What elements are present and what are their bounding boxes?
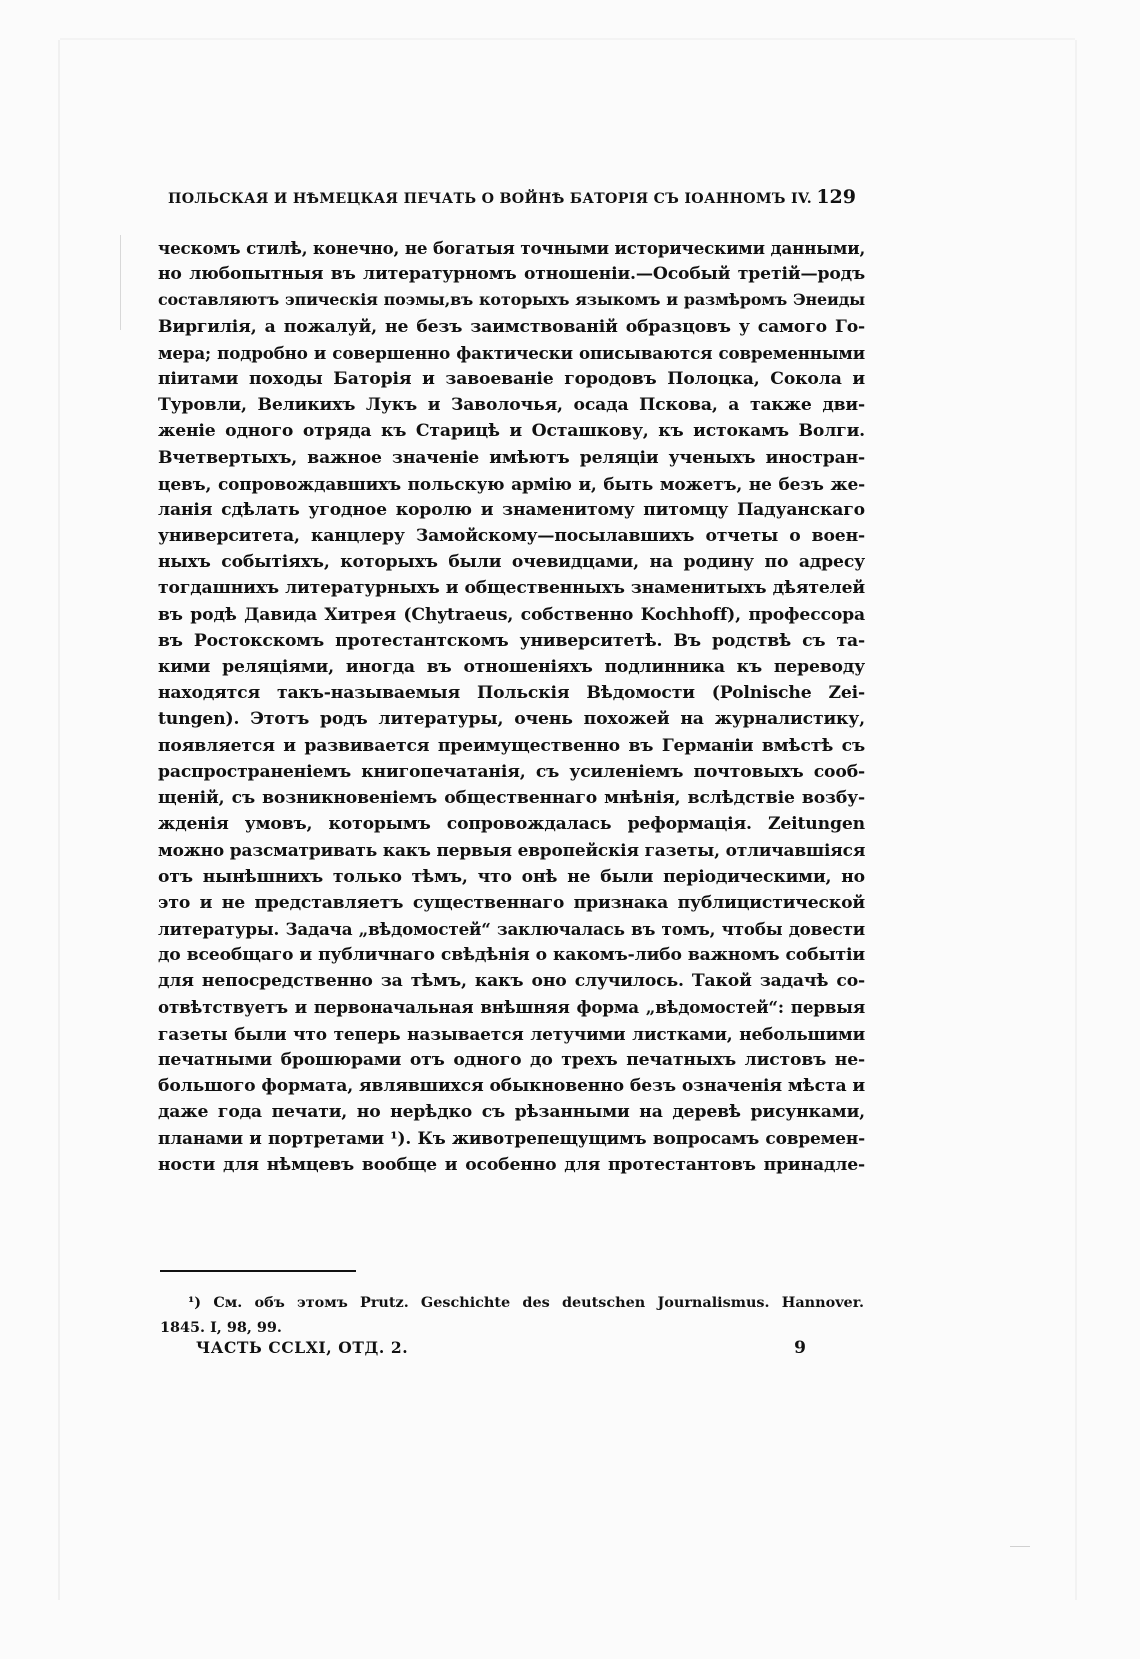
- text-line: печатными брошюрами отъ одного до трехъ печатныхъ листовъ не-: [158, 1049, 865, 1070]
- text-line: до всеобщаго и публичнаго свѣдѣнія о какомъ-либо важномъ событіи: [158, 945, 865, 966]
- text-line: отъ нынѣшнихъ только тѣмъ, что онѣ не были періодическими, но: [158, 866, 865, 887]
- text-line: піитами походы Баторія и завоеваніе городовъ Полоцка, Сокола и: [158, 368, 865, 389]
- text-line: щеній, съ возникновеніемъ общественнаго мнѣнія, вслѣдствіе возбу-: [158, 787, 865, 808]
- text-line: мера; подробно и совершенно фактически описываются современными: [158, 342, 865, 363]
- signature-mark: ЧАСТЬ CCLXI, ОТД. 2.: [196, 1338, 409, 1357]
- signature-number: 9: [794, 1338, 806, 1358]
- text-line: Туровли, Великихъ Лукъ и Заволочья, осада Пскова, а также дви-: [158, 395, 865, 416]
- text-line: находятся такъ-называемыя Польскія Вѣдомости (Polnische Zei-: [158, 683, 865, 704]
- page-number: 129: [816, 186, 856, 208]
- scan-edge-left: [58, 40, 60, 1600]
- footnote-line: 1845. I, 98, 99.: [160, 1319, 282, 1336]
- text-line: появляется и развивается преимущественно въ Германіи вмѣстѣ съ: [158, 735, 865, 756]
- text-line: планами и портретами ¹). Къ животрепещущимъ вопросамъ современ-: [158, 1128, 865, 1149]
- text-line: въ Ростокскомъ протестантскомъ университетѣ. Въ родствѣ съ та-: [158, 630, 865, 651]
- text-line: кими реляціями, иногда въ отношеніяхъ подлинника къ переводу: [158, 657, 865, 677]
- text-line: въ родѣ Давида Хитрея (Chytraeus, собственно Kochhoff), профессора: [158, 604, 865, 625]
- text-line: распространеніемъ книгопечатанія, съ усиленіемъ почтовыхъ сооб-: [158, 761, 865, 782]
- text-line: цевъ, сопровождавшихъ польскую армію и, быть можетъ, не безъ же-: [158, 473, 865, 494]
- text-line: но любопытныя въ литературномъ отношеніи.—Особый третій—родъ: [158, 264, 865, 285]
- text-line: это и не представляетъ существеннаго признака публицистической: [158, 892, 865, 913]
- body-text: [158, 235, 865, 1178]
- text-line: для непосредственно за тѣмъ, какъ оно случилось. Такой задачѣ со-: [158, 971, 865, 992]
- text-line: ческомъ стилѣ, конечно, не богатыя точными историческими данными,: [158, 238, 866, 258]
- footnote-rule: [160, 1270, 356, 1272]
- footnote-line: ¹) См. объ этомъ Prutz. Geschichte des deutschen Journalismus. Hannover.: [188, 1294, 864, 1311]
- text-line: большого формата, являвшихся обыкновенно безъ означенія мѣста и: [158, 1076, 865, 1096]
- footnote: [160, 1290, 864, 1340]
- text-line: ности для нѣмцевъ вообще и особенно для протестантовъ принадле-: [158, 1154, 865, 1175]
- text-line: жденія умовъ, которымъ сопровождалась реформація. Zeitungen: [158, 814, 865, 835]
- text-line: Вчетвертыхъ, важное значеніе имѣютъ реляціи ученыхъ иностран-: [158, 447, 865, 468]
- text-line: университета, канцлеру Замойскому—посылавшихъ отчеты о воен-: [158, 526, 865, 547]
- corner-mark: [1010, 1546, 1030, 1547]
- text-line: отвѣтствуетъ и первоначальная внѣшняя форма „вѣдомостей“: первыя: [158, 997, 865, 1018]
- text-line: газеты были что теперь называется летучими листками, небольшими: [158, 1023, 865, 1044]
- margin-mark: [120, 235, 121, 330]
- running-header: [168, 186, 856, 208]
- text-line: tungen). Этотъ родъ литературы, очень похожей на журналистику,: [158, 709, 865, 730]
- running-title: ПОЛЬСКАЯ И НѢМЕЦКАЯ ПЕЧАТЬ О ВОЙНѢ БАТОРІЯ СЪ ІОАННОМЪ IV.: [168, 191, 812, 207]
- text-line: составляютъ эпическія поэмы,въ которыхъ языкомъ и размѣромъ Энеиды: [158, 290, 865, 310]
- signature-footer: [196, 1338, 806, 1358]
- text-line: ныхъ событіяхъ, которыхъ были очевидцами, на родину по адресу: [158, 552, 865, 573]
- text-line: женіе одного отряда къ Старицѣ и Осташкову, къ истокамъ Волги.: [158, 421, 865, 442]
- text-line: даже года печати, но нерѣдко съ рѣзанными на деревѣ рисунками,: [158, 1102, 865, 1123]
- scan-edge-right: [1075, 40, 1077, 1600]
- text-line: литературы. Задача „вѣдомостей“ заключалась въ томъ, чтобы довести: [158, 918, 865, 939]
- scan-edge-top: [60, 38, 1075, 40]
- text-line: Виргилія, а пожалуй, не безъ заимствованій образцовъ у самого Го-: [158, 316, 865, 337]
- text-line: ланія сдѣлать угодное королю и знаменитому питомцу Падуанскаго: [158, 499, 865, 520]
- text-line: можно разсматривать какъ первыя европейскія газеты, отличавшіяся: [158, 840, 866, 861]
- text-line: тогдашнихъ литературныхъ и общественныхъ знаменитыхъ дѣятелей: [158, 578, 865, 599]
